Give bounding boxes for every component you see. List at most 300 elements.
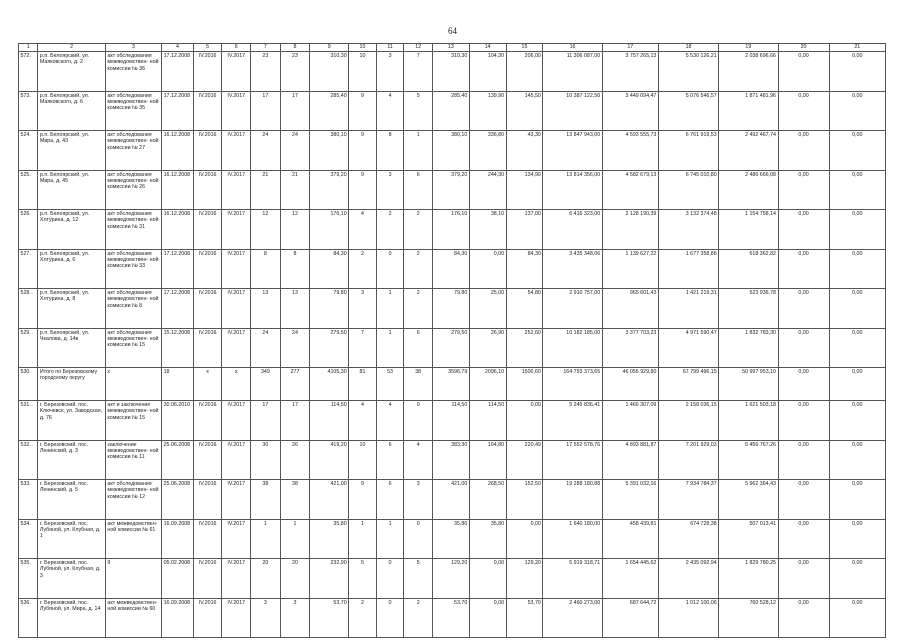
table-cell: 152,50	[506, 480, 543, 520]
table-cell: 533.	[19, 480, 38, 520]
table-cell: 0,00	[778, 598, 829, 638]
table-cell: 2 910 757,00	[543, 289, 602, 329]
table-cell: 2	[349, 598, 377, 638]
table-cell: IV.2017	[222, 131, 251, 171]
table-cell: 532.	[19, 440, 38, 480]
table-cell: 9	[105, 559, 161, 599]
table-cell: IV.2017	[222, 289, 251, 329]
table-cell: 24	[251, 131, 281, 171]
table-cell: 13 814 356,00	[543, 170, 602, 210]
table-cell: 4	[349, 401, 377, 441]
table-cell: 05.02.2008	[162, 559, 194, 599]
table-cell: 38	[404, 368, 433, 401]
table-cell: 79,80	[310, 289, 349, 329]
table-cell: 760 528,12	[719, 598, 778, 638]
table-cell: 0	[404, 519, 433, 559]
table-cell: 3	[251, 598, 281, 638]
table-cell: 24	[280, 131, 310, 171]
table-cell: IV.2016	[193, 559, 222, 599]
table-cell: 0	[376, 559, 404, 599]
table-cell: 5 076 546,57	[658, 91, 718, 131]
table-cell: 0,00	[829, 401, 885, 441]
table-cell: х	[222, 368, 251, 401]
table-cell: р.п. Белоярский, ул. Маяковского, д. 2	[38, 52, 105, 92]
table-cell: 0,00	[778, 519, 829, 559]
table-cell: 19 288 180,88	[543, 480, 602, 520]
table-cell: акт обследования межведомствен- ной комиссии № 31	[105, 210, 161, 250]
table-cell: 0,00	[506, 401, 543, 441]
table-cell: IV.2017	[222, 91, 251, 131]
table-cell: 79,80	[432, 289, 469, 329]
table-cell: г. Березовский, пос. Ленинский, д. 5	[38, 480, 105, 520]
table-cell: 38	[280, 480, 310, 520]
table-cell: 534.	[19, 519, 38, 559]
table-cell: 4	[376, 401, 404, 441]
table-cell: 0	[376, 249, 404, 289]
table-cell: 2 128 190,39	[602, 210, 658, 250]
table-cell: 4105,30	[310, 368, 349, 401]
table-cell: 0,00	[829, 131, 885, 171]
table-cell: 0,00	[829, 519, 885, 559]
table-cell: 7 934 784,37	[658, 480, 718, 520]
table-cell: г. Березовский, пос. Лубяной, ул. Клубная, д. 3	[38, 559, 105, 599]
table-cell: 419,20	[310, 440, 349, 480]
table-row	[19, 440, 886, 480]
table-cell: р.п. Белоярский, ул. Мира, д. 45	[38, 170, 105, 210]
table-cell: 24	[280, 328, 310, 368]
table-cell: акт обследования межведомствен- ной комиссии № 36	[105, 52, 161, 92]
column-header: 19	[719, 44, 778, 52]
table-cell: 4	[404, 440, 433, 480]
table-cell: 687 644,72	[602, 598, 658, 638]
table-cell: 129,20	[506, 559, 543, 599]
table-cell: 43,30	[506, 131, 543, 171]
table-cell: 1	[280, 519, 310, 559]
table-cell: 16.09.2008	[162, 519, 194, 559]
table-cell: IV.2017	[222, 559, 251, 599]
table-cell: IV.2016	[193, 91, 222, 131]
table-cell: 1 871 481,96	[719, 91, 778, 131]
table-cell: 0,00	[829, 440, 885, 480]
table-cell: 1 466 307,09	[602, 401, 658, 441]
table-cell: 16.09.2008	[162, 598, 194, 638]
table-cell: 232,90	[310, 559, 349, 599]
table-cell: IV.2017	[222, 52, 251, 92]
table-cell: 21	[280, 170, 310, 210]
table-cell: 11 306 087,00	[543, 52, 602, 92]
table-cell: акт обследования межведомствен- ной комиссии № 15	[105, 328, 161, 368]
table-cell: 4	[376, 91, 404, 131]
table-cell: 206,00	[506, 52, 543, 92]
table-cell: акт межведомствен- ной комиссии № 61	[105, 519, 161, 559]
table-cell: 176,10	[432, 210, 469, 250]
table-cell: 46 056 929,80	[602, 368, 658, 401]
table-cell: х	[193, 368, 222, 401]
table-cell: IV.2016	[193, 289, 222, 329]
table-cell: акт обследования межведомствен- ной комиссии № 33	[105, 249, 161, 289]
table-cell: р.п. Белоярский, ул. Чкалова, д. 14в	[38, 328, 105, 368]
table-cell: 0,00	[469, 249, 506, 289]
table-cell: акт обследования межведомствен- ной комиссии № 35	[105, 91, 161, 131]
table-cell: 12	[251, 210, 281, 250]
table-cell: 35,80	[432, 519, 469, 559]
table-cell: 0,00	[778, 368, 829, 401]
table-cell: 8	[376, 131, 404, 171]
table-cell: 268,50	[469, 480, 506, 520]
table-cell: 84,30	[506, 249, 543, 289]
table-cell: 17	[251, 401, 281, 441]
table-cell: 114,50	[310, 401, 349, 441]
table-cell: 176,10	[310, 210, 349, 250]
table-cell: 67 799 496,15	[658, 368, 718, 401]
table-row	[19, 91, 886, 131]
column-header: 18	[658, 44, 718, 52]
table-cell: х	[105, 368, 161, 401]
table-cell: 285,40	[432, 91, 469, 131]
table-cell: 530.	[19, 368, 38, 401]
column-header: 10	[349, 44, 377, 52]
table-cell: 4	[349, 210, 377, 250]
table-cell: 30.06.2010	[162, 401, 194, 441]
table-cell: 525.	[19, 170, 38, 210]
table-cell: 54,80	[506, 289, 543, 329]
table-cell: 9	[349, 170, 377, 210]
table-cell: 13 847 943,00	[543, 131, 602, 171]
table-cell: 0,00	[829, 598, 885, 638]
table-cell: Итого по Березовскому городскому округу	[38, 368, 105, 401]
table-cell: 0,00	[506, 519, 543, 559]
table-cell: 2 460 273,00	[543, 598, 602, 638]
table-cell: 421,00	[310, 480, 349, 520]
table-cell: 38	[251, 480, 281, 520]
table-row	[19, 328, 886, 368]
table-row	[19, 519, 886, 559]
table-cell: 9	[349, 131, 377, 171]
table-cell: 8	[280, 249, 310, 289]
table-cell: 25.06.2008	[162, 440, 194, 480]
table-cell: 10	[349, 52, 377, 92]
table-cell: IV.2016	[193, 440, 222, 480]
table-cell: 81	[349, 368, 377, 401]
table-cell: 1	[349, 519, 377, 559]
table-cell: 2 435 092,94	[658, 559, 718, 599]
table-cell: 421,00	[432, 480, 469, 520]
table-cell: 3	[376, 52, 404, 92]
housing-table	[18, 43, 886, 638]
table-row	[19, 52, 886, 92]
table-cell: 507 013,41	[719, 519, 778, 559]
table-cell: 0,00	[829, 249, 885, 289]
table-cell: IV.2017	[222, 328, 251, 368]
table-cell: 2 158 036,15	[658, 401, 718, 441]
table-cell: 618 362,82	[719, 249, 778, 289]
column-header: 17	[602, 44, 658, 52]
table-cell: IV.2017	[222, 210, 251, 250]
table-cell: 5 456 767,26	[719, 440, 778, 480]
table-cell: 0,00	[829, 480, 885, 520]
table-cell: 3 435 348,06	[543, 249, 602, 289]
table-cell: заключение межведомствен- ной комиссии № 11	[105, 440, 161, 480]
table-cell: 20	[280, 559, 310, 599]
table-cell: г. Березовский, пос. Лубяной, ул. Клубная, д. 1	[38, 519, 105, 559]
table-cell: 164 793 373,65	[543, 368, 602, 401]
table-cell: 1 154 758,14	[719, 210, 778, 250]
table-cell: 9	[349, 91, 377, 131]
column-header: 6	[222, 44, 251, 52]
table-cell: г. Березовский, пос. Ленинский, д. 3	[38, 440, 105, 480]
column-number-header	[19, 44, 886, 52]
table-cell: 25,00	[469, 289, 506, 329]
table-cell: IV.2017	[222, 401, 251, 441]
table-cell: 30	[251, 440, 281, 480]
table-cell: 0,00	[829, 210, 885, 250]
table-cell: IV.2017	[222, 440, 251, 480]
table-cell: 349	[251, 368, 281, 401]
table-cell: 53	[376, 368, 404, 401]
column-header: 3	[105, 44, 161, 52]
table-cell: 220,49	[506, 440, 543, 480]
table-cell: акт обследования межведомствен- ной комиссии № 8	[105, 289, 161, 329]
table-cell: 1 677 358,86	[658, 249, 718, 289]
table-cell: 3 757 265,13	[602, 52, 658, 92]
table-cell: 3 377 703,23	[602, 328, 658, 368]
table-row	[19, 401, 886, 441]
table-cell: 0,00	[778, 131, 829, 171]
table-cell: 1500,60	[506, 368, 543, 401]
table-cell: 53,70	[432, 598, 469, 638]
table-cell: 2 486 666,08	[719, 170, 778, 210]
table-cell: 0,00	[778, 52, 829, 92]
table-cell: 3 449 094,47	[602, 91, 658, 131]
table-cell: 5 962 364,43	[719, 480, 778, 520]
table-cell: 114,50	[432, 401, 469, 441]
column-header: 4	[162, 44, 194, 52]
table-cell: 528.	[19, 289, 38, 329]
table-cell: 527.	[19, 249, 38, 289]
table-cell: 310,30	[310, 52, 349, 92]
table-cell: 0,00	[829, 368, 885, 401]
table-cell: 0,00	[469, 598, 506, 638]
table-cell: 0,00	[778, 210, 829, 250]
table-cell: 145,50	[506, 91, 543, 131]
table-cell: 6 761 919,53	[658, 131, 718, 171]
table-cell: 24	[251, 328, 281, 368]
table-cell: 114,50	[469, 401, 506, 441]
table-cell: 21	[251, 170, 281, 210]
table-cell: IV.2016	[193, 519, 222, 559]
table-cell: 84,30	[432, 249, 469, 289]
table-cell: 9	[349, 480, 377, 520]
table-cell: IV.2016	[193, 598, 222, 638]
table-cell: 5	[349, 559, 377, 599]
table-cell: IV.2016	[193, 401, 222, 441]
table-cell: 0,00	[829, 91, 885, 131]
table-row	[19, 368, 886, 401]
table-cell: IV.2016	[193, 328, 222, 368]
table-row	[19, 210, 886, 250]
table-cell: 1 640 180,00	[543, 519, 602, 559]
table-cell: 6	[404, 328, 433, 368]
table-cell: г. Березовский, пос. Ключевск, ул. Заводская, д. 76	[38, 401, 105, 441]
table-cell: IV.2016	[193, 480, 222, 520]
table-cell: 380,10	[432, 131, 469, 171]
table-cell: IV.2017	[222, 249, 251, 289]
table-cell: 0	[376, 598, 404, 638]
table-cell: 17.12.2008	[162, 289, 194, 329]
table-cell: 3	[404, 480, 433, 520]
table-cell: 0,00	[829, 328, 885, 368]
table-row	[19, 598, 886, 638]
table-cell: 25.06.2008	[162, 480, 194, 520]
table-cell: 1	[376, 519, 404, 559]
table-cell: IV.2017	[222, 519, 251, 559]
table-cell: 674 728,38	[658, 519, 718, 559]
table-cell: 1	[376, 328, 404, 368]
table-cell: 5 919 318,71	[543, 559, 602, 599]
table-cell: 380,10	[310, 131, 349, 171]
table-cell: 458 439,81	[602, 519, 658, 559]
table-cell: 0,00	[829, 289, 885, 329]
table-cell: 10 387 122,50	[543, 91, 602, 131]
table-cell: 379,20	[310, 170, 349, 210]
table-cell: 2	[404, 249, 433, 289]
table-cell: IV.2016	[193, 249, 222, 289]
table-cell: 17	[280, 91, 310, 131]
table-cell: 0,00	[778, 249, 829, 289]
table-cell: 23	[280, 52, 310, 92]
table-cell: р.п. Белоярский, ул. Маяковского, д. 6	[38, 91, 105, 131]
table-cell: 84,30	[310, 249, 349, 289]
table-cell: IV.2017	[222, 170, 251, 210]
column-header: 5	[193, 44, 222, 52]
table-cell: IV.2016	[193, 170, 222, 210]
table-cell: IV.2017	[222, 480, 251, 520]
table-cell: 572.	[19, 52, 38, 92]
table-cell: 0,00	[778, 401, 829, 441]
table-cell: 134,90	[506, 170, 543, 210]
column-header: 2	[38, 44, 105, 52]
table-cell: 0,00	[829, 52, 885, 92]
column-header: 20	[778, 44, 829, 52]
table-cell: 53,70	[506, 598, 543, 638]
table-cell: 12	[280, 210, 310, 250]
table-cell: 3	[349, 289, 377, 329]
table-cell: 1 832 783,30	[719, 328, 778, 368]
table-cell: 1 829 780,25	[719, 559, 778, 599]
table-cell: 1 139 627,22	[602, 249, 658, 289]
table-cell: 2 492 467,74	[719, 131, 778, 171]
table-cell: 5 391 032,16	[602, 480, 658, 520]
table-cell: 16.12.2008	[162, 131, 194, 171]
table-cell: 526.	[19, 210, 38, 250]
table-cell: 137,00	[506, 210, 543, 250]
table-cell: 2	[376, 210, 404, 250]
table-cell: IV.2016	[193, 210, 222, 250]
table-cell: 279,50	[432, 328, 469, 368]
table-cell: 1 421 219,31	[658, 289, 718, 329]
table-cell: 277	[280, 368, 310, 401]
table-cell: 104,30	[469, 52, 506, 92]
table-cell: 16.12.2008	[162, 210, 194, 250]
table-cell: 2096,10	[469, 368, 506, 401]
table-cell: 0,00	[778, 480, 829, 520]
table-cell: акт и заключение межведомствен- ной комиссии № 15	[105, 401, 161, 441]
table-cell: 965 601,43	[602, 289, 658, 329]
table-cell: 7	[349, 328, 377, 368]
table-cell: 5	[404, 559, 433, 599]
table-cell: р.п. Белоярский, ул. Хлтурина, д. 6	[38, 249, 105, 289]
table-cell: р.п. Белоярский, ул. Хлтурина, д. 8	[38, 289, 105, 329]
column-header: 9	[310, 44, 349, 52]
table-cell: 3 132 374,48	[658, 210, 718, 250]
table-cell: 1	[376, 289, 404, 329]
table-cell: акт обследования межведомствен- ной комиссии № 27	[105, 131, 161, 171]
column-header: 16	[543, 44, 602, 52]
table-cell: 8	[251, 249, 281, 289]
table-cell: 1 621 503,18	[719, 401, 778, 441]
table-cell: акт обследования межведомствен- ной комиссии № 12	[105, 480, 161, 520]
table-cell: 1 012 100,06	[658, 598, 718, 638]
table-cell: 1	[404, 131, 433, 171]
table-cell: 17.12.2008	[162, 52, 194, 92]
table-cell: 4 893 881,87	[602, 440, 658, 480]
table-cell: 3	[280, 598, 310, 638]
table-cell: акт межведомствен- ной комиссии № 60	[105, 598, 161, 638]
table-cell: 310,30	[432, 52, 469, 92]
table-cell: 244,30	[469, 170, 506, 210]
table-cell: 536.	[19, 598, 38, 638]
table-cell: 129,20	[432, 559, 469, 599]
table-cell: 6	[376, 440, 404, 480]
table-cell: 50 997 953,10	[719, 368, 778, 401]
table-cell: 35,80	[469, 519, 506, 559]
table-row	[19, 249, 886, 289]
table-cell: 5 245 836,41	[543, 401, 602, 441]
column-header: 11	[376, 44, 404, 52]
table-cell: 531.	[19, 401, 38, 441]
column-header: 14	[469, 44, 506, 52]
table-cell: 0	[404, 401, 433, 441]
table-cell: 0,00	[778, 559, 829, 599]
table-cell: 573.	[19, 91, 38, 131]
table-row	[19, 170, 886, 210]
table-cell: 279,50	[310, 328, 349, 368]
table-cell: 0,00	[469, 559, 506, 599]
table-cell: 0,00	[778, 289, 829, 329]
table-cell: 6 745 010,80	[658, 170, 718, 210]
column-header: 8	[280, 44, 310, 52]
table-cell: 53,70	[310, 598, 349, 638]
table-cell: IV.2016	[193, 52, 222, 92]
table-cell: 4 582 679,13	[602, 170, 658, 210]
column-header: 15	[506, 44, 543, 52]
table-cell: 139,90	[469, 91, 506, 131]
table-cell: 336,80	[469, 131, 506, 171]
table-cell: 17	[251, 91, 281, 131]
table-cell: 5	[404, 91, 433, 131]
table-cell: 0,00	[778, 440, 829, 480]
column-header: 13	[432, 44, 469, 52]
table-cell: 10	[349, 440, 377, 480]
table-cell: 0,00	[778, 328, 829, 368]
table-cell: акт обследования межведомствен- ной комиссии № 26	[105, 170, 161, 210]
table-cell: 2	[404, 289, 433, 329]
table-cell: 535.	[19, 559, 38, 599]
table-cell: р.п. Белоярский, ул. Мира, д. 43	[38, 131, 105, 171]
table-cell: 35,80	[310, 519, 349, 559]
table-cell: 7	[404, 52, 433, 92]
table-cell: 17.12.2008	[162, 91, 194, 131]
